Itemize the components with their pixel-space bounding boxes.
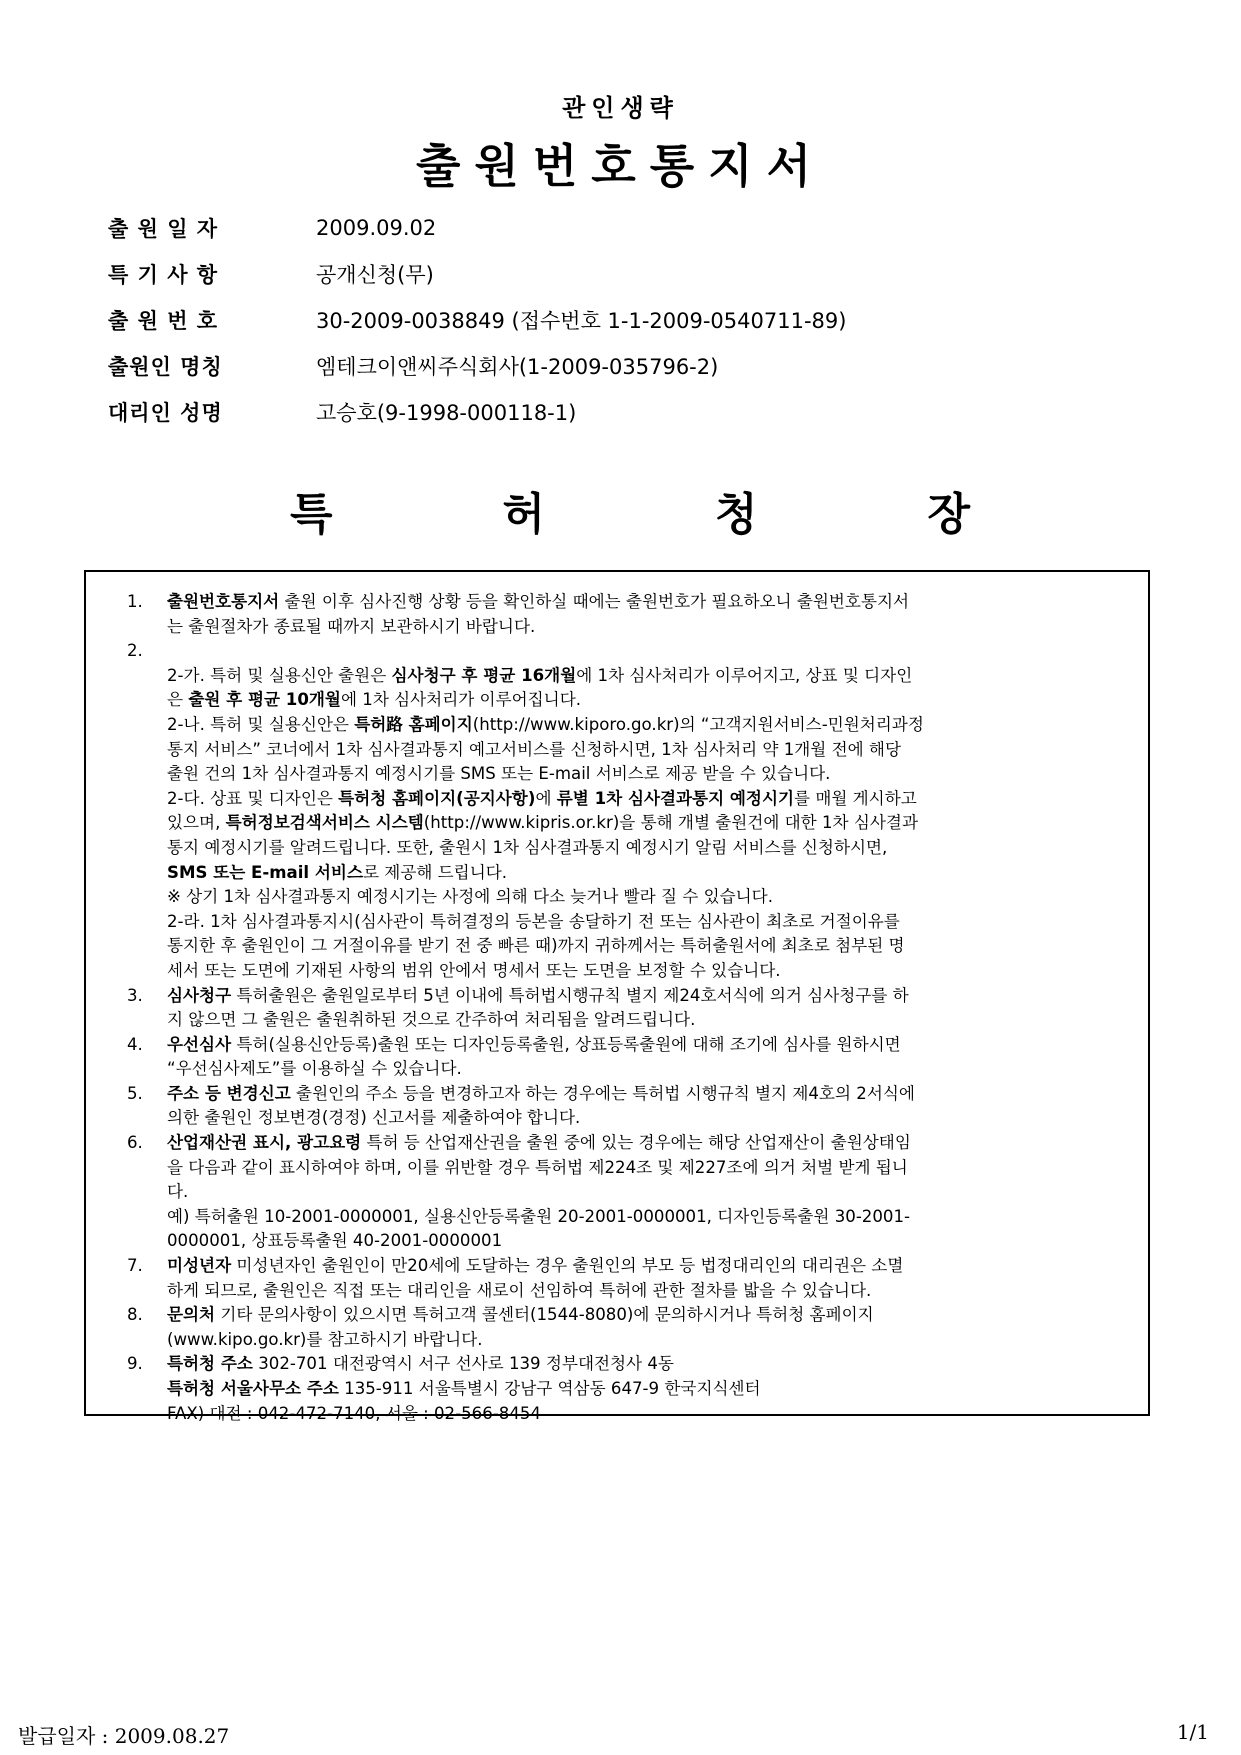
notice-heading: 주소 등 변경신고 [167,1083,291,1103]
notice-text: 통지 예정시기를 알려드립니다. 또한, 출원시 1차 심사결과통지 예정시기 알림 서비스를 신청하시면, [167,837,888,857]
notice-text: 특허(실용신안등록)출원 또는 디자인등록출원, 상표등록출원에 대해 조기에 심사를 원하시면 [231,1034,901,1054]
notice-text: 로 제공해 드립니다. [362,862,508,882]
notice-text: 있으며, [167,813,226,833]
notice-heading: 미성년자 [167,1256,232,1276]
notice-item-8 [126,1303,1126,1352]
notice-number: 8. [127,1305,143,1325]
notice-emphasis: 류별 1차 심사결과통지 예정시기 [556,788,795,808]
notice-emphasis: 심사청구 후 평균 16개월 [391,665,577,685]
notice-number: 9. [127,1354,143,1374]
info-row-applicant-name [108,343,846,389]
issue-date: 발급일자 : 2009.08.27 [18,1724,230,1748]
notice-text: 2-가. 특허 및 실용신안 출원은 [167,665,392,685]
notice-text: “우선심사제도”를 이용하실 수 있습니다. [167,1059,462,1079]
notice-text: 출원인의 주소 등을 변경하고자 하는 경우에는 특허법 시행규칙 별지 제4호의 2서식에 [290,1083,915,1103]
notice-box [84,570,1150,1423]
notice-text: 는 출원절차가 종료될 때까지 보관하시기 바랍니다. [167,616,536,636]
notice-text: 2-다. 상표 및 디자인은 [167,788,339,808]
issuer-signature [290,478,970,542]
info-value: 2009.09.02 [316,216,437,240]
notice-text: 0000001, 상표등록출원 40-2001-0000001 [167,1231,503,1251]
notice-number: 2. [127,641,143,661]
notice-text: 다. [167,1182,189,1202]
notice-text: 을 다음과 같이 표시하여야 하며, 이를 위반할 경우 특허법 제224조 및 제227조에 의거 처벌 받게 됩니 [167,1157,908,1177]
notice-heading: 특허청 서울사무소 주소 [167,1379,339,1398]
info-label: 출원인 명칭 [108,355,223,379]
notice-emphasis: 특허청 홈페이지(공지사항) [338,788,536,808]
notice-number: 7. [127,1256,143,1276]
notice-text: 통지 서비스” 코너에서 1차 심사결과통지 예고서비스를 신청하시면, 1차 심사처리 약 1개월 전에 해당 [167,739,901,759]
notice-text: 에 1차 심사처리가 이루어지고, 상표 및 디자인 [576,665,913,685]
notice-text: 에 [535,788,557,808]
info-row-application-number [108,297,846,343]
notice-text: 특허출원은 출원일로부터 5년 이내에 특허법시행규칙 별지 제24호서식에 의거 심사청구를 하 [231,985,909,1005]
notice-text: 2-라. 1차 심사결과통지시(심사관이 특허결정의 등본을 송달하기 전 또는 심사관이 최초로 거절이유를 [167,911,900,931]
notice-heading: 특허청 주소 [167,1354,253,1374]
notice-text: 135-911 서울특별시 강남구 역삼동 647-9 한국지식센터 [338,1379,761,1398]
info-row-agent-name [108,389,846,435]
notice-item-4 [126,1033,1126,1082]
notice-text: 지 않으면 그 출원은 출원취하된 것으로 간주하여 처리됨을 알려드립니다. [167,1010,696,1030]
issuer-char: 장 [927,489,970,540]
notice-heading: 심사청구 [167,985,232,1005]
notice-text: 2-나. 특허 및 실용신안은 [167,714,355,734]
notice-text: 예) 특허출원 10-2001-0000001, 실용신안등록출원 20-2001-0000001, 디자인등록출원 30-2001- [167,1206,911,1226]
notice-item-5 [126,1082,1126,1131]
notice-text: 출원 건의 1차 심사결과통지 예정시기를 SMS 또는 E-mail 서비스로 제공 받을 수 있습니다. [167,764,831,784]
notice-number: 1. [127,592,143,611]
info-label: 출 원 일 자 [108,217,219,241]
notice-text: 의한 출원인 정보변경(경정) 신고서를 제출하여야 합니다. [167,1108,581,1128]
issuer-char: 허 [502,489,545,540]
notice-item-2 [126,639,1126,983]
notice-heading: 출원번호통지서 [167,592,280,611]
notice-text: 출원 이후 심사진행 상황 등을 확인하실 때에는 출원번호가 필요하오니 출원번호통지서 [279,592,910,611]
page-number: 1/1 [1176,1720,1209,1744]
notice-text: 하게 되므로, 출원인은 직접 또는 대리인을 새로이 선임하여 특허에 관한 절차를 밟을 수 있습니다. [167,1280,872,1300]
notice-text: ※ 상기 1차 심사결과통지 예정시기는 사정에 의해 다소 늦거나 빨라 질 수 있습니다. [167,887,773,907]
notice-text: 에 1차 심사처리가 이루어집니다. [340,690,581,710]
notice-heading: 우선심사 [167,1034,232,1054]
issuer-char: 특 [290,489,333,540]
notice-list [126,590,1126,1426]
issuer-char: 청 [714,489,758,540]
info-value: 공개신청(무) [316,263,434,287]
notice-emphasis: SMS 또는 E-mail 서비스 [167,862,363,882]
notice-number: 4. [127,1034,143,1054]
notice-text: 통지한 후 출원인이 그 거절이유를 받기 전 중 빠른 때)까지 귀하께서는 특허출원서에 최초로 첨부된 명 [167,936,905,956]
notice-text: 은 [167,690,189,710]
notice-text: 기타 문의사항이 있으시면 특허고객 콜센터(1544-8080)에 문의하시거나 특허청 홈페이지 [215,1305,874,1325]
notice-item-1 [126,590,1126,639]
notice-emphasis: 출원 후 평균 10개월 [188,690,341,710]
document-subtitle: 관인생략 [562,94,679,122]
notice-emphasis: 특허정보검색서비스 시스템 [225,813,424,833]
notice-item-3 [126,984,1126,1033]
notice-text: (http://www.kipris.or.kr)을 통해 개별 출원건에 대한 1차 심사결과 [423,813,918,833]
info-row-special-notes [108,251,846,297]
notice-number: 5. [127,1083,143,1103]
notice-text: 302-701 대전광역시 서구 선사로 139 정부대전청사 4동 [252,1354,674,1374]
notice-text: FAX) 대전 : 042-472-7140, 서울 : 02-566-8454 [167,1403,541,1423]
notice-text: 특허 등 산업재산권을 출원 중에 있는 경우에는 해당 산업재산이 출원상태임 [361,1133,911,1153]
info-label: 출 원 번 호 [108,309,219,333]
notice-heading: 산업재산권 표시, 광고요령 [167,1133,362,1153]
notice-item-6 [126,1131,1126,1254]
info-value: 엠테크이앤씨주식회사(1-2009-035796-2) [316,355,719,379]
info-value: 30-2009-0038849 (접수번호 1-1-2009-0540711-89) [316,309,847,333]
notice-number: 3. [127,985,143,1005]
info-label: 대리인 성명 [108,401,223,425]
info-row-filing-date [108,205,846,251]
notice-number: 6. [127,1133,143,1153]
notice-text: 를 매월 게시하고 [794,788,917,808]
notice-text: (www.kipo.go.kr)를 참고하시기 바랍니다. [167,1329,483,1349]
info-value: 고승호(9-1998-000118-1) [316,401,577,425]
notice-item-7 [126,1254,1126,1303]
notice-text: 미성년자인 출원인이 만20세에 도달하는 경우 출원인의 부모 등 법정대리인의 대리권은 소멸 [231,1256,904,1276]
notice-emphasis: 특허路 홈페이지 [354,714,473,734]
notice-heading: 문의처 [167,1305,216,1325]
notice-item-9 [126,1352,1126,1426]
document-title: 출원번호통지서 [415,139,826,193]
notice-text: (http://www.kiporo.go.kr)의 “고객지원서비스-민원처리과정 [472,714,924,734]
notice-text: 세서 또는 도면에 기재된 사항의 범위 안에서 명세서 또는 도면을 보정할 수 있습니다. [167,960,781,980]
info-label: 특 기 사 항 [108,263,219,287]
application-info [108,205,846,435]
